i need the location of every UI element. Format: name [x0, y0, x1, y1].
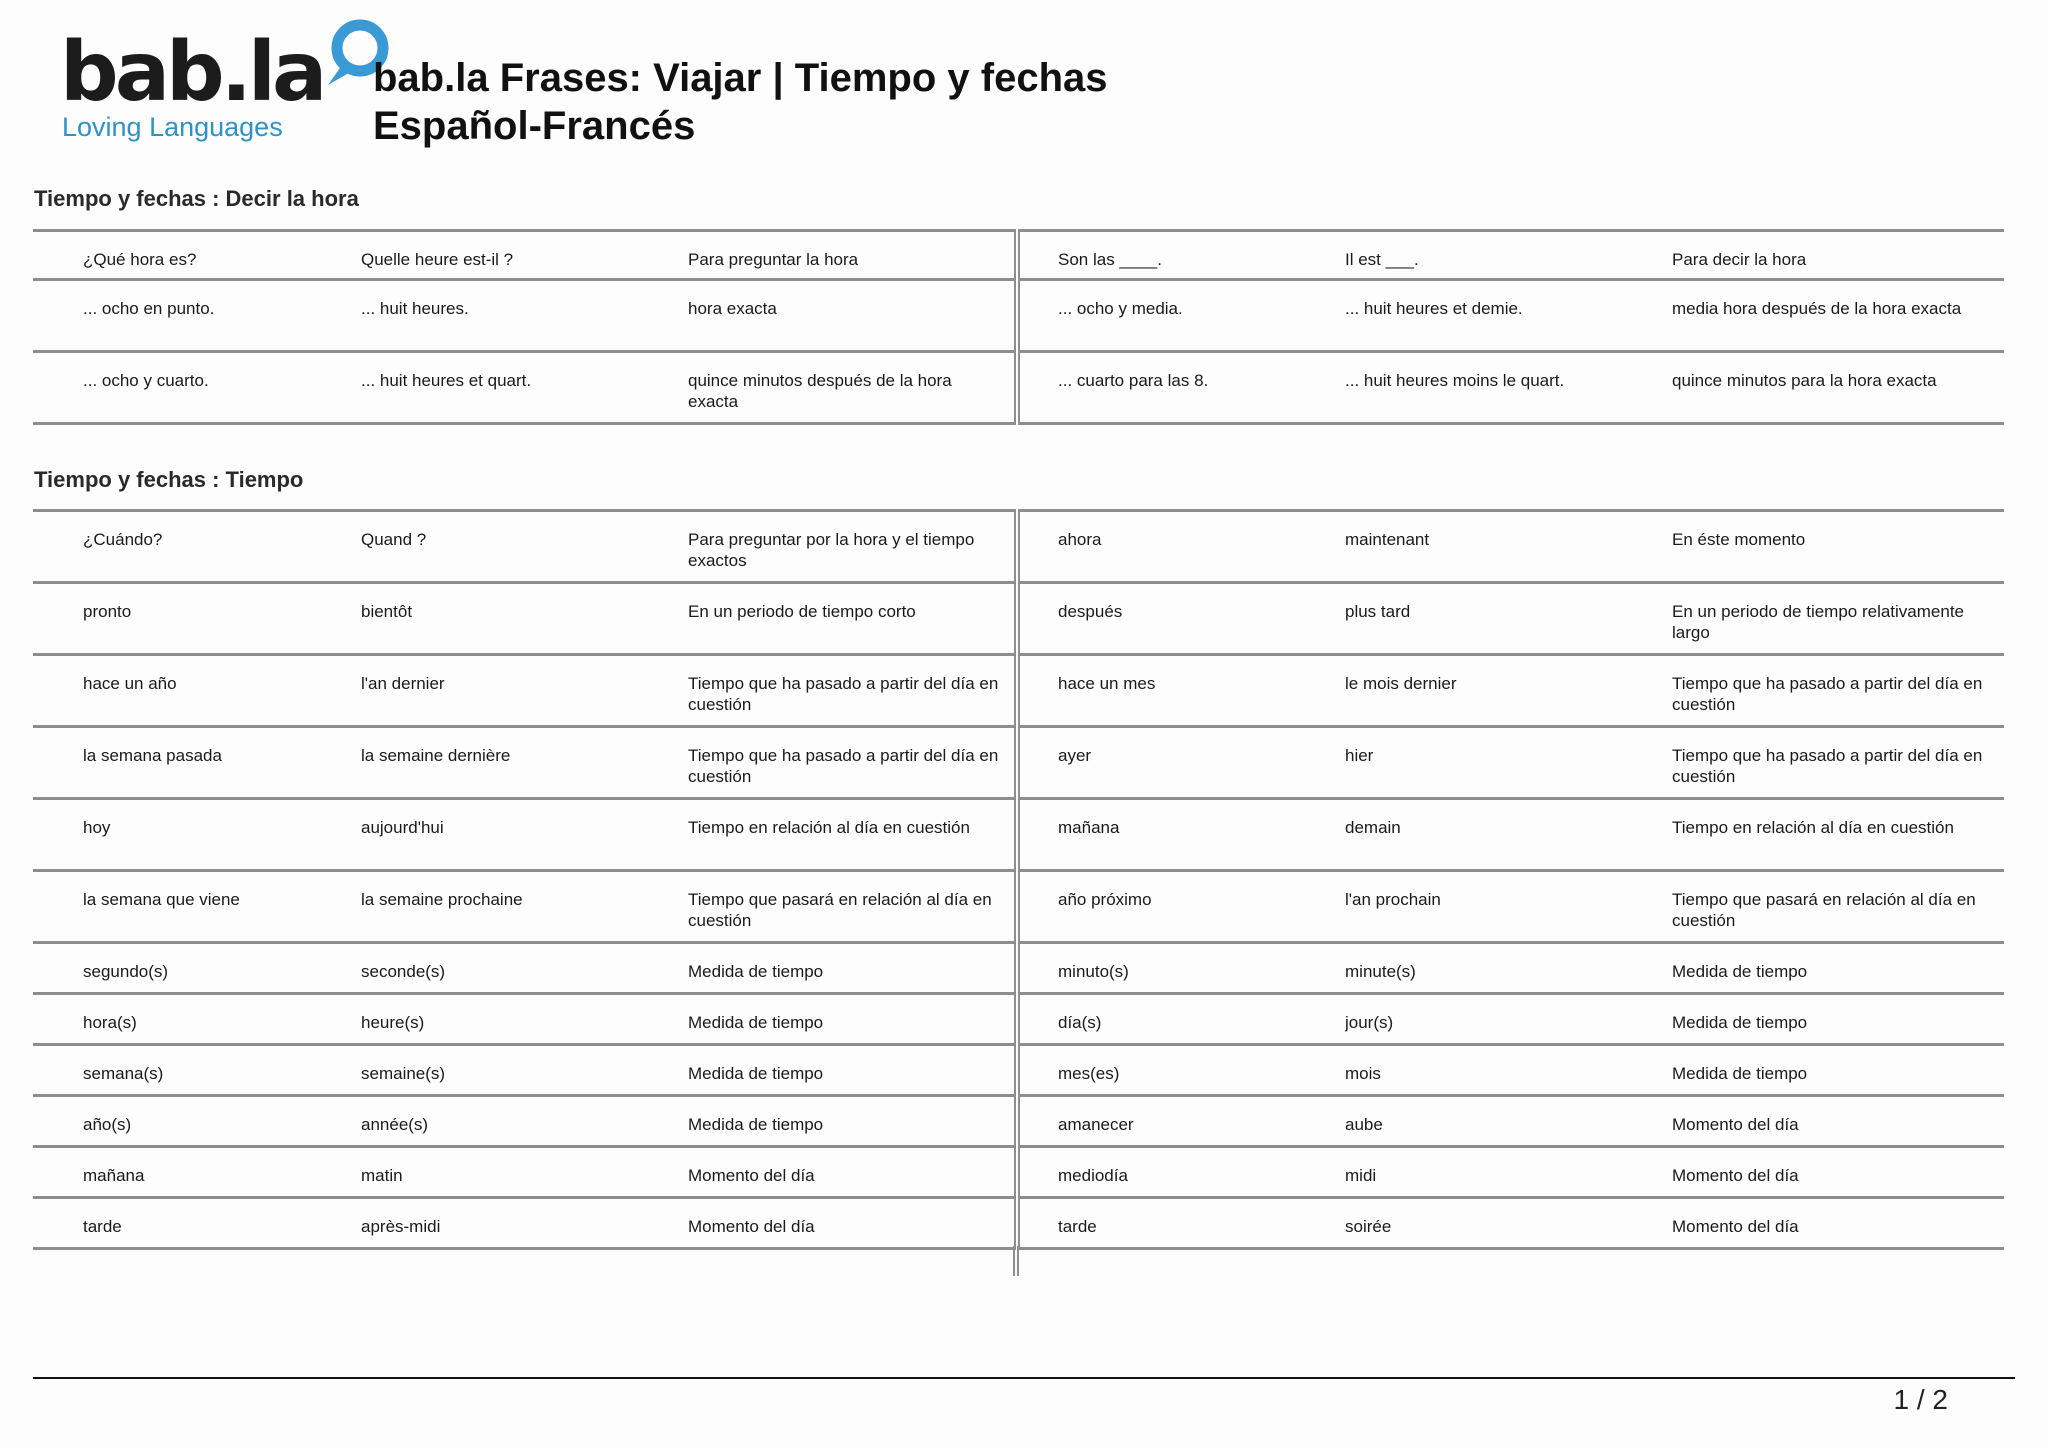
french-phrase: après-midi — [361, 1198, 688, 1249]
table-row — [33, 994, 2004, 1045]
french-phrase: matin — [361, 1147, 688, 1198]
usage-note: Tiempo en relación al día en cuestión — [688, 799, 1017, 871]
spanish-phrase: mediodía — [1017, 1147, 1345, 1198]
spanish-phrase: minuto(s) — [1017, 943, 1345, 994]
spanish-phrase: ayer — [1017, 727, 1345, 799]
spanish-phrase: mañana — [33, 1147, 361, 1198]
page-header — [0, 0, 2048, 160]
spanish-phrase: año próximo — [1017, 871, 1345, 943]
french-phrase: midi — [1345, 1147, 1672, 1198]
french-phrase: bientôt — [361, 583, 688, 655]
french-phrase: hier — [1345, 727, 1672, 799]
table-row — [33, 280, 2004, 352]
usage-note: En éste momento — [1672, 511, 2004, 583]
usage-note: Momento del día — [1672, 1147, 2004, 1198]
section-heading-decir-la-hora: Tiempo y fechas : Decir la hora — [34, 186, 359, 211]
usage-note: Medida de tiempo — [688, 1096, 1017, 1147]
title-line-1: bab.la Frases: Viajar | Tiempo y fechas — [373, 56, 1108, 100]
french-phrase: la semaine prochaine — [361, 871, 688, 943]
usage-note: Medida de tiempo — [1672, 943, 2004, 994]
spanish-phrase: ... ocho en punto. — [33, 280, 361, 352]
document-title — [373, 54, 1108, 150]
spanish-phrase: ... cuarto para las 8. — [1017, 352, 1345, 424]
french-phrase: minute(s) — [1345, 943, 1672, 994]
usage-note: Momento del día — [1672, 1096, 2004, 1147]
usage-note: quince minutos para la hora exacta — [1672, 352, 2004, 424]
phrase-table-tiempo — [33, 509, 2004, 1250]
french-phrase: heure(s) — [361, 994, 688, 1045]
usage-note: Tiempo en relación al día en cuestión — [1672, 799, 2004, 871]
usage-note: Tiempo que ha pasado a partir del día en cuestión — [1672, 727, 2004, 799]
french-phrase: année(s) — [361, 1096, 688, 1147]
spanish-phrase: segundo(s) — [33, 943, 361, 994]
table-row — [33, 655, 2004, 727]
usage-note: Medida de tiempo — [688, 943, 1017, 994]
page-number: 1 / 2 — [1893, 1384, 1948, 1415]
usage-note: Tiempo que ha pasado a partir del día en cuestión — [688, 727, 1017, 799]
table-row — [33, 1045, 2004, 1096]
french-phrase: l'an dernier — [361, 655, 688, 727]
footer-rule — [33, 1377, 2015, 1379]
spanish-phrase: ... ocho y media. — [1017, 280, 1345, 352]
spanish-phrase: ahora — [1017, 511, 1345, 583]
spanish-phrase: hace un año — [33, 655, 361, 727]
table-row — [33, 231, 2004, 280]
french-phrase: la semaine dernière — [361, 727, 688, 799]
spanish-phrase: después — [1017, 583, 1345, 655]
table-row — [33, 727, 2004, 799]
usage-note: Medida de tiempo — [688, 1045, 1017, 1096]
usage-note: Momento del día — [1672, 1198, 2004, 1249]
table-row — [33, 1096, 2004, 1147]
phrase-table-decir-la-hora — [33, 229, 2004, 425]
usage-note: media hora después de la hora exacta — [1672, 280, 2004, 352]
usage-note: quince minutos después de la hora exacta — [688, 352, 1017, 424]
logo-wordmark: bab.la — [60, 25, 324, 120]
french-phrase: mois — [1345, 1045, 1672, 1096]
spanish-phrase: ¿Qué hora es? — [33, 231, 361, 280]
usage-note: Medida de tiempo — [1672, 994, 2004, 1045]
french-phrase: seconde(s) — [361, 943, 688, 994]
french-phrase: aujourd'hui — [361, 799, 688, 871]
usage-note: hora exacta — [688, 280, 1017, 352]
spanish-phrase: ... ocho y cuarto. — [33, 352, 361, 424]
french-phrase: ... huit heures. — [361, 280, 688, 352]
spanish-phrase: hace un mes — [1017, 655, 1345, 727]
babla-logo[interactable] — [60, 10, 360, 150]
spanish-phrase: día(s) — [1017, 994, 1345, 1045]
section-heading-tiempo: Tiempo y fechas : Tiempo — [34, 467, 304, 492]
table-row — [33, 583, 2004, 655]
usage-note: Tiempo que ha pasado a partir del día en cuestión — [688, 655, 1017, 727]
spanish-phrase: pronto — [33, 583, 361, 655]
title-line-2: Español-Francés — [373, 104, 696, 148]
french-phrase: le mois dernier — [1345, 655, 1672, 727]
french-phrase: soirée — [1345, 1198, 1672, 1249]
usage-note: Medida de tiempo — [1672, 1045, 2004, 1096]
spanish-phrase: amanecer — [1017, 1096, 1345, 1147]
french-phrase: demain — [1345, 799, 1672, 871]
usage-note: Tiempo que ha pasado a partir del día en cuestión — [1672, 655, 2004, 727]
usage-note: Para preguntar la hora — [688, 231, 1017, 280]
spanish-phrase: tarde — [33, 1198, 361, 1249]
table-row — [33, 1147, 2004, 1198]
usage-note: En un periodo de tiempo relativamente largo — [1672, 583, 2004, 655]
spanish-phrase: hoy — [33, 799, 361, 871]
spanish-phrase: tarde — [1017, 1198, 1345, 1249]
spanish-phrase: la semana pasada — [33, 727, 361, 799]
french-phrase: plus tard — [1345, 583, 1672, 655]
usage-note: Tiempo que pasará en relación al día en cuestión — [688, 871, 1017, 943]
spanish-phrase: la semana que viene — [33, 871, 361, 943]
table-row — [33, 511, 2004, 583]
spanish-phrase: mes(es) — [1017, 1045, 1345, 1096]
logo-tagline: Loving Languages — [62, 112, 283, 142]
column-divider — [1013, 1246, 1019, 1276]
spanish-phrase: semana(s) — [33, 1045, 361, 1096]
table-row — [33, 871, 2004, 943]
table-row — [33, 1198, 2004, 1249]
usage-note: Medida de tiempo — [688, 994, 1017, 1045]
french-phrase: maintenant — [1345, 511, 1672, 583]
usage-note: Para decir la hora — [1672, 231, 2004, 280]
french-phrase: aube — [1345, 1096, 1672, 1147]
french-phrase: jour(s) — [1345, 994, 1672, 1045]
spanish-phrase: mañana — [1017, 799, 1345, 871]
spanish-phrase: hora(s) — [33, 994, 361, 1045]
french-phrase: l'an prochain — [1345, 871, 1672, 943]
usage-note: Momento del día — [688, 1147, 1017, 1198]
french-phrase: ... huit heures et demie. — [1345, 280, 1672, 352]
spanish-phrase: Son las ____. — [1017, 231, 1345, 280]
french-phrase: ... huit heures et quart. — [361, 352, 688, 424]
spanish-phrase: año(s) — [33, 1096, 361, 1147]
french-phrase: ... huit heures moins le quart. — [1345, 352, 1672, 424]
usage-note: Momento del día — [688, 1198, 1017, 1249]
table-row — [33, 352, 2004, 424]
table-row — [33, 943, 2004, 994]
french-phrase: Il est ___. — [1345, 231, 1672, 280]
french-phrase: Quelle heure est-il ? — [361, 231, 688, 280]
usage-note: Tiempo que pasará en relación al día en cuestión — [1672, 871, 2004, 943]
french-phrase: semaine(s) — [361, 1045, 688, 1096]
usage-note: En un periodo de tiempo corto — [688, 583, 1017, 655]
usage-note: Para preguntar por la hora y el tiempo exactos — [688, 511, 1017, 583]
table-row — [33, 799, 2004, 871]
french-phrase: Quand ? — [361, 511, 688, 583]
spanish-phrase: ¿Cuándo? — [33, 511, 361, 583]
